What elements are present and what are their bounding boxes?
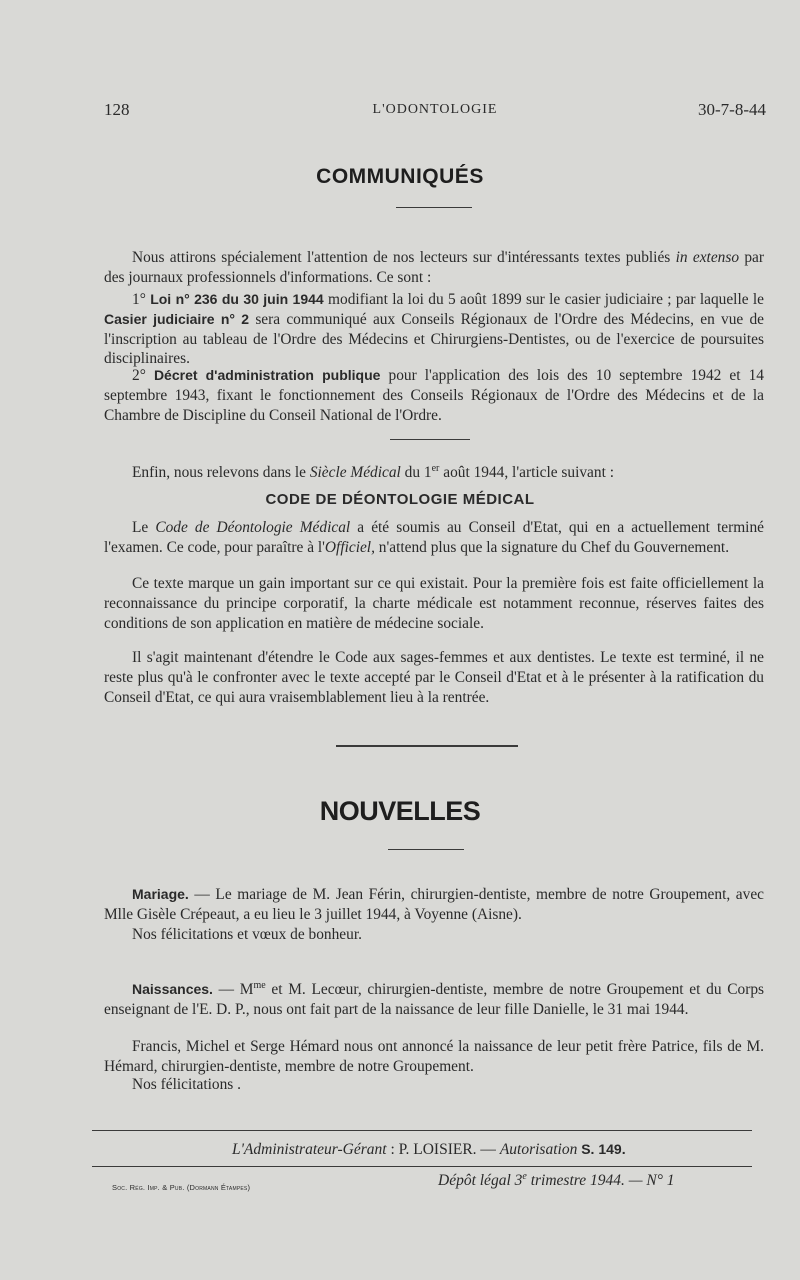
journal-title: L'ODONTOLOGIE: [372, 102, 498, 117]
intro-paragraph: Nous attirons spécialement l'attention de nos lecteurs sur d'intéressants textes publiés in extenso par des journaux professionnels d'informations. Ce sont :: [104, 249, 764, 286]
heading-rule: [388, 849, 464, 850]
running-header: [104, 100, 766, 124]
naissances-paragraph-2: Francis, Michel et Serge Hémard nous ont annoncé la naissance de leur petit frère Patrice, fils de M. Hémard, chirurgien-dentiste, membre de notre Groupement.: [104, 1038, 764, 1075]
naissances-label: Naissances.: [132, 981, 213, 997]
footer-rule-bottom: [92, 1166, 752, 1167]
communiques-heading: COMMUNIQUÉS: [316, 165, 484, 188]
enfin-paragraph: Enfin, nous relevons dans le Siècle Médical du 1er août 1944, l'article suivant :: [132, 462, 614, 481]
naissances-wishes: Nos félicitations .: [132, 1076, 241, 1093]
code-paragraph-3: Il s'agit maintenant d'étendre le Code aux sages-femmes et aux dentistes. Le texte est terminé, il ne reste plus qu'à le confronter avec le texte accepté par le Conseil d'Etat et à le présenter à la ratification du Conseil d'Etat, ce qui aura vraisemblablement lieu à la rentrée.: [104, 649, 764, 706]
administrator-line: L'Administrateur-Gérant : P. LOISIER. — Autorisation S. 149.: [232, 1141, 626, 1158]
item-decret: 2° Décret d'administration publique pour l'application des lois des 10 septembre 1942 et 14 septembre 1943, fixant le fonctionnement des Conseils Régionaux de l'Ordre des Médecins et de la Chambre de Discipline du Conseil National de l'Ordre.: [104, 367, 764, 424]
code-paragraph-1: Le Code de Déontologie Médical a été soumis au Conseil d'Etat, qui en a actuellement terminé l'examen. Ce code, pour paraître à l'Officiel, n'attend plus que la signature du Chef du Gouvernement.: [104, 519, 764, 556]
item-loi: 1° Loi n° 236 du 30 juin 1944 modifiant la loi du 5 août 1899 sur le casier judiciaire ; par laquelle le Casier judiciaire n° 2 sera communiqué aux Conseils Régionaux de l'Ordre des Médecins, en vue de l'inscription au tableau de l'Ordre des Médecins et Chirurgiens-Dentistes, ou de l'exercice de poursuites disciplinaires.: [104, 291, 765, 368]
section-rule: [390, 439, 470, 440]
code-subheading: CODE DE DÉONTOLOGIE MÉDICAL: [265, 491, 535, 508]
code-paragraph-2: Ce texte marque un gain important sur ce qui existait. Pour la première fois est faite officiellement la reconnaissance du principe corporatif, la charte médicale est notamment reconnue, réserves faites des conditions de son application en matière de médecine sociale.: [104, 575, 764, 632]
naissances-paragraph: Naissances. — $M^{me}$ et M. Lecœur, chirurgien-dentiste, membre de notre Groupement et du Corps enseignant de l'E. D. P., nous ont fait part de la naissance de leur fille Danielle, le 31 mai 1944.: [104, 979, 764, 1018]
nouvelles-heading: NOUVELLES: [319, 796, 481, 826]
mariage-paragraph: Mariage. — Le mariage de M. Jean Férin, chirurgien-dentiste, membre de notre Groupement, avec Mlle Gisèle Crépeaut, a eu lieu le 3 juillet 1944, à Voyenne (Aisne).: [104, 886, 764, 923]
issue-date: 30-7-8-44: [698, 100, 766, 119]
printer-imprint: Soc. Rég. Imp. & Pub. (Dormann Étampes): [112, 1183, 251, 1192]
mariage-wishes: Nos félicitations et vœux de bonheur.: [132, 926, 362, 943]
major-divider: [336, 745, 518, 747]
page-number: 128: [104, 100, 130, 119]
mariage-label: Mariage.: [132, 886, 189, 902]
footer-rule-top: [92, 1130, 752, 1131]
heading-rule: [396, 207, 472, 208]
legal-deposit: Dépôt légal 3e trimestre 1944. — N° 1: [438, 1170, 675, 1189]
